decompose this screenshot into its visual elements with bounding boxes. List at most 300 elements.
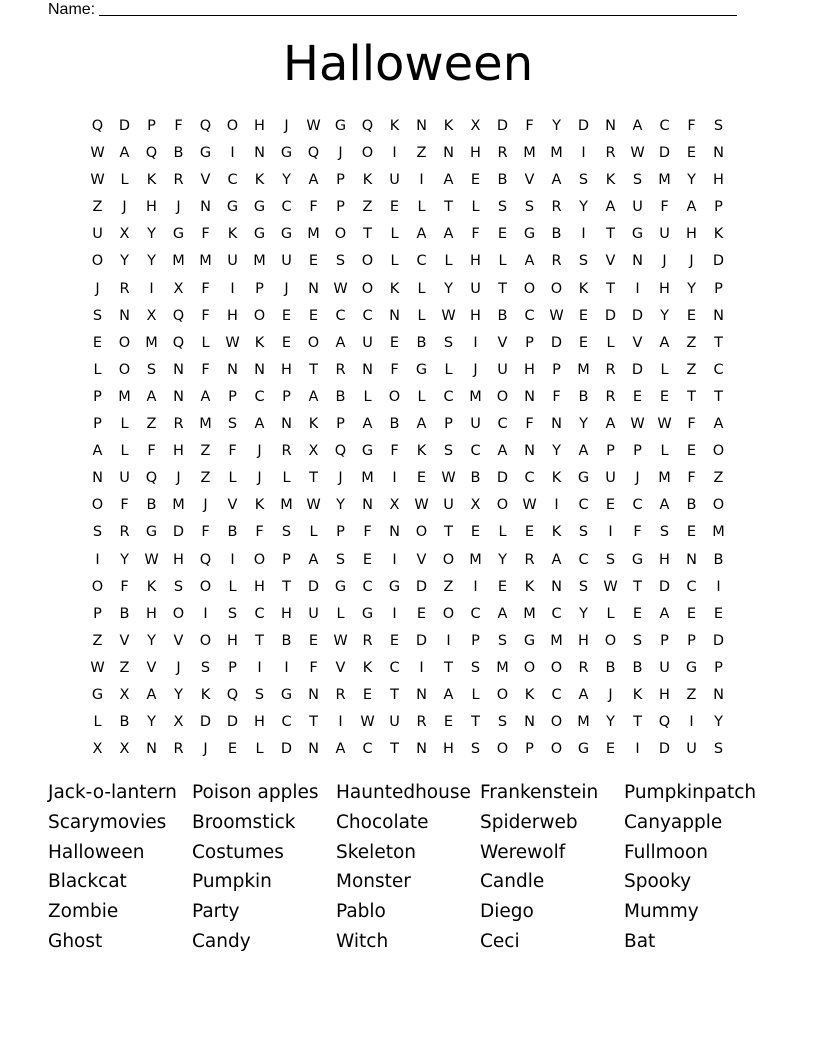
- word-list-item: Costumes: [192, 841, 284, 863]
- grid-letter: L: [498, 524, 507, 541]
- grid-row: [84, 221, 732, 248]
- grid-letter: Z: [686, 361, 697, 378]
- grid-letter: B: [119, 714, 130, 731]
- grid-letter: O: [550, 280, 563, 297]
- grid-letter: Y: [444, 280, 453, 297]
- grid-letter: N: [713, 145, 724, 162]
- grid-letter: T: [309, 714, 318, 731]
- grid-letter: F: [120, 497, 129, 514]
- grid-letter: H: [470, 145, 481, 162]
- grid-letter: E: [686, 307, 697, 324]
- grid-letter: C: [659, 118, 670, 134]
- grid-letter: Y: [552, 118, 561, 134]
- grid-letter: A: [686, 199, 697, 216]
- grid-letter: B: [632, 659, 643, 676]
- grid-letter: A: [632, 118, 643, 134]
- grid-letter: C: [551, 686, 562, 703]
- grid-letter: Z: [443, 578, 454, 595]
- grid-letter: L: [120, 416, 129, 433]
- word-list-item: Candy: [192, 930, 251, 952]
- grid-letter: L: [255, 741, 264, 758]
- grid-letter: U: [389, 172, 400, 189]
- word-list-item: Mummy: [624, 901, 699, 923]
- grid-letter: O: [361, 145, 374, 162]
- grid-letter: O: [361, 253, 374, 270]
- grid-letter: Y: [147, 714, 156, 731]
- grid-letter: F: [525, 118, 534, 134]
- grid-letter: L: [282, 470, 291, 487]
- grid-letter: K: [254, 172, 265, 189]
- grid-letter: G: [280, 226, 293, 243]
- grid-letter: Y: [174, 686, 183, 703]
- grid-letter: C: [632, 497, 643, 514]
- grid-letter: C: [335, 307, 346, 324]
- grid-letter: P: [525, 334, 534, 351]
- grid-letter: E: [497, 578, 508, 595]
- grid-letter: G: [334, 578, 347, 595]
- grid-letter: Y: [147, 632, 156, 649]
- grid-letter: A: [443, 226, 454, 243]
- grid-letter: O: [118, 334, 131, 351]
- word-list-item: Pablo: [336, 901, 386, 923]
- grid-letter: O: [523, 659, 536, 676]
- grid-letter: W: [414, 497, 429, 514]
- grid-letter: M: [253, 253, 266, 270]
- grid-letter: T: [633, 714, 642, 731]
- grid-letter: O: [334, 226, 347, 243]
- grid-letter: L: [660, 443, 669, 460]
- grid-letter: O: [199, 578, 212, 595]
- grid-letter: B: [578, 388, 589, 405]
- grid-letter: H: [227, 307, 238, 324]
- grid-row: [84, 655, 732, 682]
- word-list-item: Chocolate: [336, 811, 429, 833]
- grid-letter: A: [524, 253, 535, 270]
- grid-letter: P: [228, 659, 237, 676]
- grid-letter: T: [282, 578, 291, 595]
- grid-letter: E: [92, 334, 103, 351]
- grid-letter: D: [658, 145, 671, 162]
- grid-letter: Q: [199, 551, 212, 568]
- grid-letter: I: [95, 551, 100, 568]
- grid-letter: D: [604, 307, 617, 324]
- grid-letter: T: [390, 741, 399, 758]
- grid-letter: X: [308, 443, 319, 460]
- grid-letter: I: [392, 551, 397, 568]
- grid-letter: E: [308, 253, 319, 270]
- grid-letter: K: [227, 226, 238, 243]
- grid-letter: N: [281, 416, 292, 433]
- grid-letter: U: [227, 253, 238, 270]
- grid-letter: L: [471, 686, 480, 703]
- grid-letter: N: [416, 686, 427, 703]
- grid-letter: D: [631, 361, 644, 378]
- grid-letter: O: [550, 659, 563, 676]
- word-list-item: Poison apples: [192, 782, 319, 803]
- grid-letter: Q: [172, 334, 185, 351]
- grid-letter: D: [712, 632, 725, 649]
- grid-row: [84, 357, 732, 384]
- grid-row: [84, 248, 732, 275]
- grid-letter: R: [119, 524, 130, 541]
- grid-letter: Y: [579, 416, 588, 433]
- grid-letter: D: [496, 118, 509, 134]
- grid-letter: O: [550, 714, 563, 731]
- grid-letter: O: [307, 334, 320, 351]
- grid-letter: C: [227, 172, 238, 189]
- grid-letter: F: [687, 416, 696, 433]
- grid-letter: M: [361, 470, 374, 487]
- grid-letter: T: [633, 578, 642, 595]
- grid-letter: Q: [658, 714, 671, 731]
- grid-letter: O: [523, 280, 536, 297]
- grid-letter: I: [689, 714, 694, 731]
- grid-letter: O: [91, 578, 104, 595]
- grid-letter: D: [226, 714, 239, 731]
- grid-letter: N: [443, 145, 454, 162]
- grid-letter: S: [227, 416, 238, 433]
- grid-row: [84, 547, 732, 574]
- grid-letter: F: [687, 118, 696, 134]
- grid-letter: S: [578, 253, 589, 270]
- grid-letter: G: [280, 686, 293, 703]
- grid-letter: Q: [307, 145, 320, 162]
- grid-letter: N: [686, 551, 697, 568]
- grid-letter: Y: [714, 714, 723, 731]
- grid-letter: P: [282, 388, 291, 405]
- grid-letter: N: [308, 741, 319, 758]
- word-list-item: Canyapple: [624, 811, 723, 833]
- grid-letter: S: [146, 361, 157, 378]
- grid-letter: I: [257, 659, 262, 676]
- grid-letter: G: [415, 361, 428, 378]
- grid-letter: D: [631, 307, 644, 324]
- word-list-item: Hauntedhouse: [336, 782, 471, 803]
- grid-letter: P: [444, 416, 453, 433]
- grid-letter: M: [469, 551, 482, 568]
- grid-letter: I: [230, 145, 235, 162]
- grid-letter: L: [390, 226, 399, 243]
- grid-letter: O: [442, 605, 455, 622]
- grid-letter: T: [444, 199, 453, 216]
- grid-letter: O: [253, 551, 266, 568]
- word-list-item: Diego: [480, 901, 534, 923]
- grid-letter: U: [497, 361, 508, 378]
- grid-letter: L: [120, 172, 129, 189]
- word-list-item: Spiderweb: [480, 811, 578, 833]
- grid-letter: D: [415, 632, 428, 649]
- grid-letter: C: [362, 741, 373, 758]
- grid-letter: O: [712, 497, 725, 514]
- grid-letter: P: [687, 632, 696, 649]
- word-list-item: Candle: [480, 871, 545, 893]
- grid-letter: I: [419, 659, 424, 676]
- grid-letter: B: [119, 605, 130, 622]
- grid-letter: A: [146, 686, 157, 703]
- grid-letter: R: [335, 361, 346, 378]
- word-list-item: Bat: [624, 930, 656, 952]
- grid-letter: S: [335, 551, 346, 568]
- grid-letter: E: [281, 307, 292, 324]
- grid-letter: O: [496, 686, 509, 703]
- grid-letter: H: [173, 551, 184, 568]
- grid-letter: L: [471, 199, 480, 216]
- grid-letter: W: [306, 497, 321, 514]
- grid-letter: C: [281, 199, 292, 216]
- grid-letter: U: [686, 741, 697, 758]
- grid-letter: B: [416, 334, 427, 351]
- grid-letter: G: [631, 226, 644, 243]
- grid-row: [84, 709, 732, 736]
- grid-row: [84, 519, 732, 546]
- grid-letter: S: [605, 551, 616, 568]
- grid-letter: G: [334, 118, 347, 134]
- grid-letter: W: [90, 659, 105, 676]
- grid-letter: Z: [713, 470, 724, 487]
- grid-letter: R: [281, 443, 292, 460]
- grid-letter: Y: [120, 253, 129, 270]
- grid-letter: T: [255, 632, 264, 649]
- grid-letter: D: [307, 578, 320, 595]
- grid-letter: P: [552, 361, 561, 378]
- grid-letter: M: [469, 388, 482, 405]
- grid-letter: U: [389, 714, 400, 731]
- grid-letter: C: [254, 388, 265, 405]
- grid-letter: X: [470, 118, 481, 134]
- word-list-item: Ghost: [48, 930, 103, 952]
- grid-letter: D: [172, 524, 185, 541]
- grid-letter: O: [415, 524, 428, 541]
- grid-letter: A: [146, 388, 157, 405]
- grid-letter: I: [230, 551, 235, 568]
- grid-letter: N: [551, 578, 562, 595]
- grid-row: [84, 736, 732, 763]
- word-list-item: Party: [192, 901, 240, 923]
- grid-letter: F: [660, 199, 669, 216]
- grid-letter: N: [254, 361, 265, 378]
- grid-letter: H: [227, 632, 238, 649]
- grid-letter: R: [173, 741, 184, 758]
- grid-letter: M: [118, 388, 131, 405]
- grid-letter: O: [91, 497, 104, 514]
- grid-letter: W: [630, 416, 645, 433]
- grid-letter: C: [470, 605, 481, 622]
- grid-letter: A: [335, 741, 346, 758]
- grid-letter: P: [255, 280, 264, 297]
- grid-letter: C: [281, 714, 292, 731]
- grid-letter: C: [551, 605, 562, 622]
- grid-letter: J: [176, 659, 181, 676]
- grid-letter: N: [362, 361, 373, 378]
- grid-letter: D: [118, 118, 131, 134]
- grid-letter: T: [714, 388, 723, 405]
- grid-letter: Q: [199, 118, 212, 134]
- grid-letter: R: [605, 388, 616, 405]
- grid-letter: F: [309, 199, 318, 216]
- grid-letter: Q: [334, 443, 347, 460]
- grid-letter: R: [497, 145, 508, 162]
- grid-letter: E: [470, 172, 481, 189]
- grid-letter: U: [362, 334, 373, 351]
- grid-letter: E: [389, 632, 400, 649]
- word-list-item: Werewolf: [480, 841, 566, 863]
- grid-letter: G: [226, 199, 239, 216]
- grid-letter: L: [606, 334, 615, 351]
- grid-letter: P: [93, 416, 102, 433]
- grid-letter: A: [551, 551, 562, 568]
- grid-letter: R: [173, 172, 184, 189]
- grid-letter: S: [524, 199, 535, 216]
- grid-letter: D: [496, 470, 509, 487]
- grid-letter: S: [443, 334, 454, 351]
- grid-letter: H: [281, 361, 292, 378]
- grid-letter: P: [525, 741, 534, 758]
- grid-letter: N: [173, 361, 184, 378]
- grid-letter: V: [524, 172, 535, 189]
- grid-letter: F: [147, 443, 156, 460]
- grid-letter: B: [146, 497, 157, 514]
- grid-letter: B: [389, 416, 400, 433]
- grid-letter: E: [362, 686, 373, 703]
- grid-letter: O: [226, 118, 239, 134]
- grid-letter: S: [578, 172, 589, 189]
- grid-letter: U: [281, 253, 292, 270]
- grid-letter: L: [201, 334, 210, 351]
- grid-letter: W: [522, 497, 537, 514]
- grid-letter: W: [441, 307, 456, 324]
- grid-letter: C: [524, 470, 535, 487]
- grid-letter: O: [388, 388, 401, 405]
- grid-letter: O: [496, 388, 509, 405]
- grid-letter: H: [443, 741, 454, 758]
- grid-letter: W: [360, 714, 375, 731]
- grid-letter: G: [388, 578, 401, 595]
- grid-letter: J: [338, 145, 343, 162]
- grid-letter: F: [687, 470, 696, 487]
- grid-letter: K: [443, 118, 454, 134]
- grid-letter: N: [551, 416, 562, 433]
- grid-letter: C: [497, 416, 508, 433]
- grid-letter: E: [524, 524, 535, 541]
- grid-letter: C: [578, 551, 589, 568]
- grid-row: [84, 492, 732, 519]
- grid-letter: W: [306, 118, 321, 134]
- grid-letter: I: [392, 605, 397, 622]
- word-list-item: Halloween: [48, 841, 145, 863]
- grid-letter: H: [254, 118, 265, 134]
- grid-letter: R: [551, 253, 562, 270]
- grid-letter: Y: [120, 551, 129, 568]
- grid-letter: E: [308, 632, 319, 649]
- word-list-item: Ceci: [480, 930, 520, 952]
- grid-letter: S: [92, 307, 103, 324]
- grid-letter: T: [444, 659, 453, 676]
- grid-letter: Y: [336, 497, 345, 514]
- grid-letter: H: [281, 605, 292, 622]
- grid-letter: U: [470, 280, 481, 297]
- grid-letter: F: [201, 524, 210, 541]
- grid-letter: A: [659, 497, 670, 514]
- grid-letter: Q: [91, 118, 104, 134]
- grid-letter: U: [470, 416, 481, 433]
- grid-letter: O: [442, 551, 455, 568]
- grid-letter: I: [392, 470, 397, 487]
- grid-letter: A: [551, 172, 562, 189]
- grid-letter: D: [199, 714, 212, 731]
- grid-letter: N: [119, 307, 130, 324]
- grid-letter: P: [93, 388, 102, 405]
- grid-letter: H: [578, 632, 589, 649]
- grid-letter: W: [90, 145, 105, 162]
- grid-letter: R: [605, 361, 616, 378]
- grid-letter: I: [716, 578, 721, 595]
- word-list-item: Witch: [336, 930, 389, 952]
- grid-letter: L: [93, 714, 102, 731]
- grid-letter: U: [92, 226, 103, 243]
- grid-letter: S: [470, 741, 481, 758]
- grid-letter: E: [578, 307, 589, 324]
- grid-letter: E: [389, 334, 400, 351]
- grid-letter: C: [524, 307, 535, 324]
- grid-letter: P: [147, 118, 156, 134]
- grid-letter: T: [363, 226, 372, 243]
- grid-letter: P: [660, 632, 669, 649]
- grid-letter: Z: [200, 443, 211, 460]
- grid-letter: M: [523, 605, 536, 622]
- grid-letter: J: [338, 470, 343, 487]
- grid-letter: D: [577, 118, 590, 134]
- grid-letter: F: [228, 443, 237, 460]
- grid-letter: I: [554, 497, 559, 514]
- grid-letter: L: [309, 524, 318, 541]
- word-list-item: Fullmoon: [624, 841, 709, 863]
- grid-letter: X: [119, 686, 130, 703]
- grid-letter: B: [497, 172, 508, 189]
- grid-letter: L: [93, 361, 102, 378]
- grid-letter: S: [578, 524, 589, 541]
- grid-row: [84, 411, 732, 438]
- grid-letter: C: [416, 253, 427, 270]
- grid-letter: E: [605, 741, 616, 758]
- grid-letter: A: [497, 443, 508, 460]
- grid-letter: I: [608, 524, 613, 541]
- grid-letter: A: [659, 605, 670, 622]
- grid-letter: N: [200, 199, 211, 216]
- grid-letter: T: [309, 470, 318, 487]
- grid-letter: N: [524, 388, 535, 405]
- grid-letter: T: [687, 388, 696, 405]
- grid-row: [84, 113, 732, 140]
- grid-letter: J: [635, 470, 640, 487]
- grid-letter: G: [145, 524, 158, 541]
- grid-letter: Y: [282, 172, 291, 189]
- grid-letter: Y: [606, 714, 615, 731]
- grid-letter: A: [308, 551, 319, 568]
- grid-letter: C: [713, 361, 724, 378]
- grid-letter: I: [581, 226, 586, 243]
- grid-letter: N: [254, 145, 265, 162]
- grid-row: [84, 574, 732, 601]
- grid-letter: V: [632, 334, 643, 351]
- grid-letter: T: [471, 714, 480, 731]
- grid-letter: F: [120, 578, 129, 595]
- grid-letter: E: [686, 524, 697, 541]
- grid-letter: P: [714, 280, 723, 297]
- grid-letter: A: [308, 172, 319, 189]
- grid-letter: L: [444, 253, 453, 270]
- grid-letter: K: [362, 659, 373, 676]
- grid-letter: A: [119, 145, 130, 162]
